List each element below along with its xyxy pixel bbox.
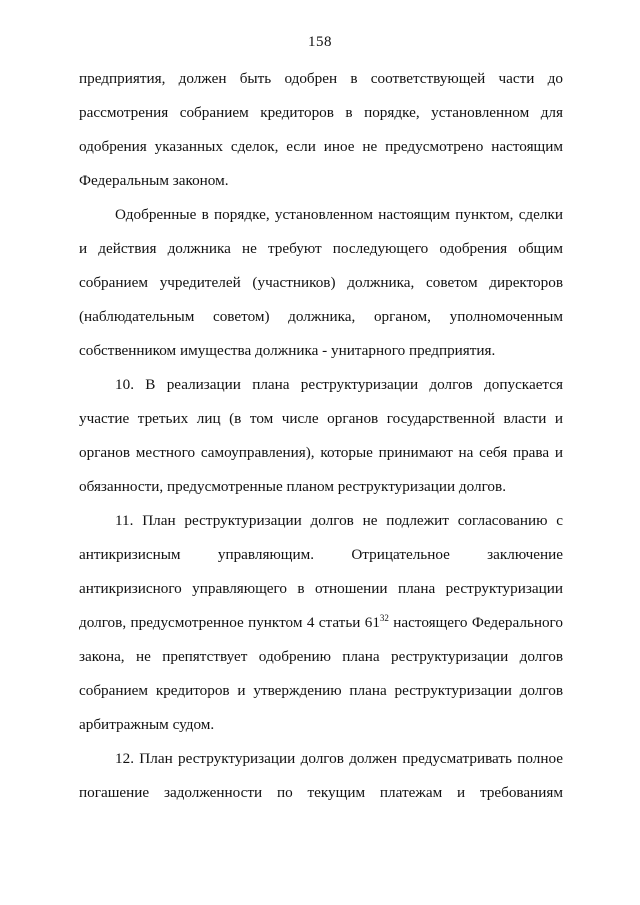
- text-line: [79, 538, 563, 572]
- text-line: [79, 266, 563, 300]
- text-line-content: и действия должника не требуют последующего одобрения общим: [79, 240, 563, 257]
- text-line: [79, 640, 563, 674]
- text-line-content: рассмотрения собранием кредиторов в порядке, установленном для: [79, 104, 563, 121]
- text-line-content: одобрения указанных сделок, если иное не предусмотрено настоящим: [79, 138, 563, 155]
- text-line-content: 11. План реструктуризации долгов не подлежит согласованию с: [115, 512, 563, 529]
- text-line: [79, 674, 563, 708]
- text-line: [79, 198, 563, 232]
- text-line-content: долгов, предусмотренное пунктом 4 статьи 61: [79, 614, 380, 631]
- text-line-content: (наблюдательным советом) должника, органом, уполномоченным: [79, 308, 563, 325]
- text-line-content: арбитражным судом.: [79, 716, 215, 733]
- text-line: [79, 62, 563, 96]
- text-line-content: Одобренные в порядке, установленном настоящим пунктом, сделки: [115, 206, 563, 223]
- text-line-continuation: настоящего Федерального: [388, 614, 563, 631]
- page-number: 158: [308, 34, 332, 50]
- text-line-content: 12. План реструктуризации долгов должен предусматривать полное: [115, 750, 563, 767]
- text-line-content: закона, не препятствует одобрению плана реструктуризации долгов: [79, 648, 563, 665]
- text-line-content: собранием учредителей (участников) должника, советом директоров: [79, 274, 563, 291]
- text-line: [79, 742, 563, 776]
- document-body: [79, 62, 563, 810]
- text-line: [79, 130, 563, 164]
- text-line: [79, 708, 563, 742]
- text-line: [79, 606, 563, 640]
- text-line-content: предприятия, должен быть одобрен в соответствующей части до: [79, 70, 563, 87]
- superscript: 32: [379, 612, 389, 623]
- text-line: [79, 436, 563, 470]
- text-line-content: участие третьих лиц (в том числе органов государственной власти и: [79, 410, 563, 427]
- text-line-content: собственником имущества должника - унитарного предприятия.: [79, 342, 496, 359]
- text-line-content: Федеральным законом.: [79, 172, 229, 189]
- text-line: [79, 402, 563, 436]
- text-line: [79, 470, 563, 504]
- text-line: [79, 164, 563, 198]
- text-line-content: собранием кредиторов и утверждению плана реструктуризации долгов: [79, 682, 563, 699]
- text-line-content: антикризисного управляющего в отношении плана реструктуризации: [79, 580, 563, 597]
- text-line: [79, 232, 563, 266]
- text-line: [79, 504, 563, 538]
- text-line: [79, 334, 563, 368]
- text-line-content: антикризисным управляющим. Отрицательное заключение: [79, 546, 563, 563]
- text-line-content: погашение задолженности по текущим платежам и требованиям: [79, 784, 563, 801]
- text-line: [79, 300, 563, 334]
- text-line: [79, 776, 563, 810]
- text-line-content: обязанности, предусмотренные планом реструктуризации долгов.: [79, 478, 506, 495]
- text-line-content: органов местного самоуправления), которые принимают на себя права и: [79, 444, 563, 461]
- text-line: [79, 368, 563, 402]
- text-line-content: 10. В реализации плана реструктуризации долгов допускается: [115, 376, 563, 393]
- text-line: [79, 96, 563, 130]
- text-line: [79, 572, 563, 606]
